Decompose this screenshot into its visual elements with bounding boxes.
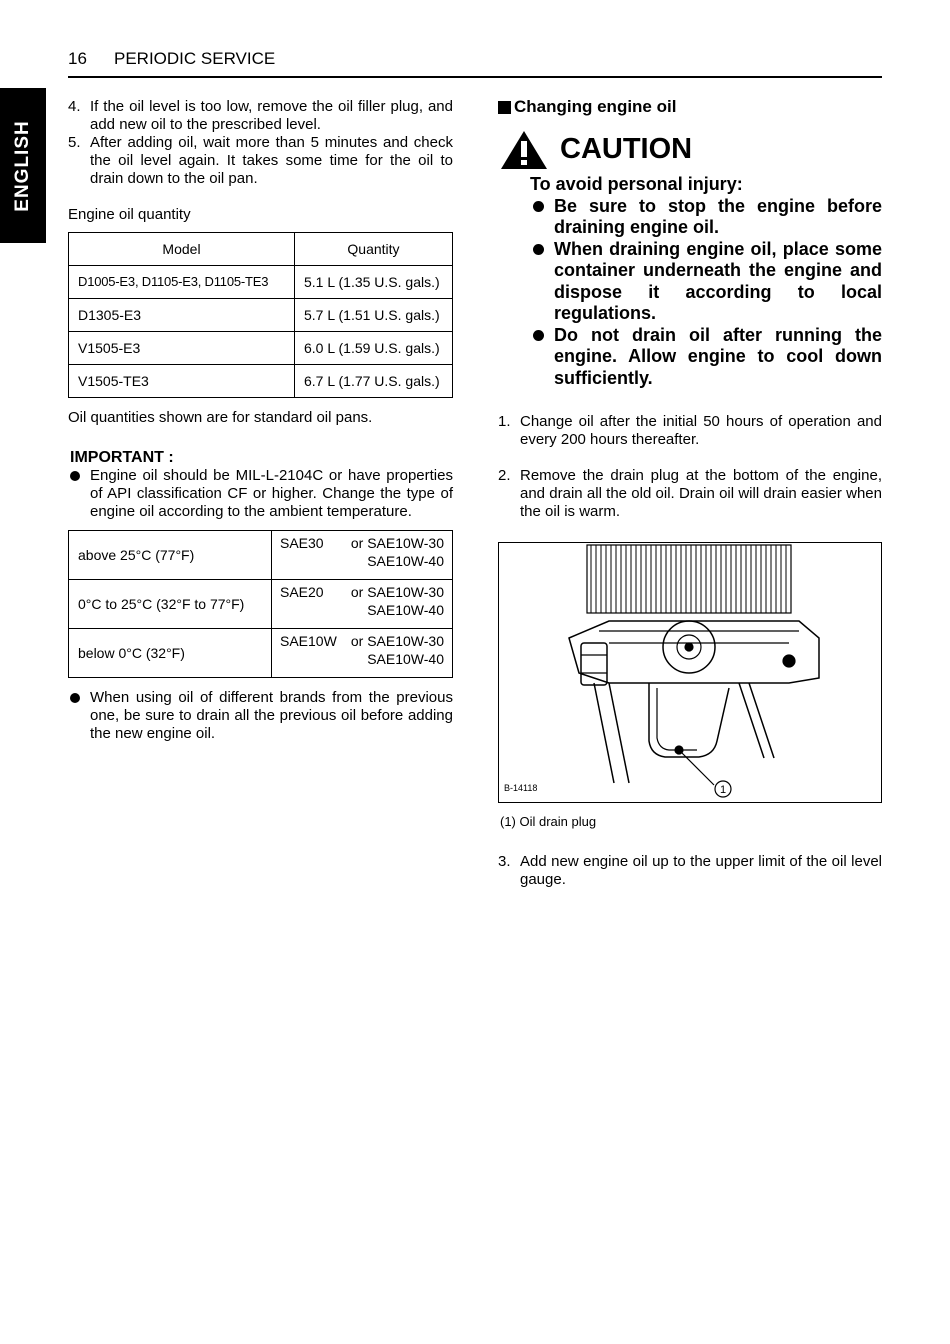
brands-bullet [68, 689, 453, 743]
quantity-cell: 5.1 L (1.35 U.S. gals.) [295, 266, 453, 299]
temperature-cell: above 25°C (77°F) [69, 531, 272, 580]
figure-code: B-14118 [504, 783, 538, 793]
grade-primary: SAE20 [280, 584, 324, 600]
language-tab-label: ENGLISH [12, 119, 33, 212]
bullet-icon [533, 244, 544, 255]
caution-bullet [530, 196, 882, 239]
step-number: 3. [498, 853, 511, 870]
table-header-row [69, 233, 453, 266]
table-row [69, 365, 453, 398]
table-row [69, 531, 453, 580]
step-text: If the oil level is too low, remove the oil filler plug, and add new oil to the prescribed level. [90, 98, 453, 133]
caution-body [530, 174, 882, 389]
caution-header [498, 130, 882, 174]
grade-cell [272, 580, 453, 629]
bullet-icon [70, 693, 80, 703]
quantity-cell: 5.7 L (1.51 U.S. gals.) [295, 299, 453, 332]
step-text: Remove the drain plug at the bottom of the engine, and drain all the old oil. Drain oil will drain easier when the oil is warm. [520, 467, 882, 520]
page-header [68, 50, 882, 78]
important-bullet [68, 467, 453, 521]
temperature-cell: below 0°C (32°F) [69, 629, 272, 678]
changing-oil-heading [498, 98, 882, 116]
table-row [69, 266, 453, 299]
step-number: 5. [68, 134, 81, 151]
grade-cell [272, 531, 453, 580]
grade-or: or [350, 535, 364, 551]
bullet-text: Engine oil should be MIL-L-2104C or have properties of API classification CF or higher. Change the type of engine oil according to the ambient temperature. [90, 467, 453, 520]
caution-intro: To avoid personal injury: [530, 174, 743, 194]
grade-primary: SAE10W [280, 633, 337, 649]
model-cell: D1305-E3 [69, 299, 295, 332]
quantity-label: Engine oil quantity [68, 206, 191, 223]
page-number: 16 [68, 49, 87, 68]
quantity-cell: 6.0 L (1.59 U.S. gals.) [295, 332, 453, 365]
grade-alt-2: SAE10W-40 [367, 651, 444, 667]
step-number: 1. [498, 413, 511, 430]
grade-primary: SAE30 [280, 535, 324, 551]
step-3 [498, 853, 882, 889]
step-number: 4. [68, 98, 81, 115]
bullet-text: When draining engine oil, place some container underneath the engine and dispose it according to local regulations. [554, 238, 882, 323]
step-1 [498, 413, 882, 449]
grade-alt-1: SAE10W-30 [367, 633, 444, 649]
grade-alt-2: SAE10W-40 [367, 553, 444, 569]
temperature-cell: 0°C to 25°C (32°F to 77°F) [69, 580, 272, 629]
step-text: Add new engine oil up to the upper limit of the oil level gauge. [520, 853, 882, 888]
section-title: PERIODIC SERVICE [114, 49, 276, 68]
square-bullet-icon [498, 101, 511, 114]
step-2 [498, 467, 882, 521]
caution-bullet [530, 239, 882, 325]
grade-cell [272, 629, 453, 678]
step-4 [68, 98, 453, 134]
engine-oil-pan-illustration [499, 543, 881, 802]
warning-triangle-icon [500, 130, 548, 170]
oil-quantity-table [68, 232, 453, 398]
quantity-note: Oil quantities shown are for standard oil pans. [68, 409, 373, 426]
bullet-text: When using oil of different brands from the previous one, be sure to drain all the previous oil before adding the new engine oil. [90, 689, 453, 742]
figure-caption: (1) Oil drain plug [500, 814, 597, 829]
callout-number: 1 [719, 784, 727, 796]
bullet-icon [533, 201, 544, 212]
oil-drain-plug-figure [498, 542, 882, 803]
column-header-model: Model [69, 233, 295, 266]
step-text: Change oil after the initial 50 hours of operation and every 200 hours thereafter. [520, 413, 882, 448]
grade-alt-1: SAE10W-30 [367, 535, 444, 551]
grade-or: or [350, 633, 364, 649]
caution-word: CAUTION [560, 133, 693, 165]
model-cell: V1505-TE3 [69, 365, 295, 398]
caution-bullet [530, 325, 882, 390]
step-5 [68, 134, 453, 188]
language-tab [0, 88, 46, 243]
table-row [69, 629, 453, 678]
grade-alt-1: SAE10W-30 [367, 584, 444, 600]
model-cell: D1005-E3, D1105-E3, D1105-TE3 [69, 266, 295, 299]
important-heading: IMPORTANT : [70, 449, 174, 466]
oil-grade-table [68, 530, 453, 678]
grade-or: or [350, 584, 364, 600]
table-row [69, 299, 453, 332]
left-column [68, 98, 453, 743]
table-row [69, 332, 453, 365]
bullet-icon [70, 471, 80, 481]
model-cell: V1505-E3 [69, 332, 295, 365]
quantity-cell: 6.7 L (1.77 U.S. gals.) [295, 365, 453, 398]
step-text: After adding oil, wait more than 5 minutes and check the oil level again. It takes some time for the oil to drain down to the oil pan. [90, 134, 453, 187]
bullet-text: Do not drain oil after running the engine. Allow engine to cool down sufficiently. [554, 324, 882, 388]
column-header-quantity: Quantity [295, 233, 453, 266]
grade-alt-2: SAE10W-40 [367, 602, 444, 618]
table-row [69, 580, 453, 629]
bullet-text: Be sure to stop the engine before draining engine oil. [554, 195, 882, 237]
right-column [498, 98, 882, 889]
step-number: 2. [498, 467, 511, 484]
heading-text: Changing engine oil [514, 97, 677, 116]
bullet-icon [533, 330, 544, 341]
